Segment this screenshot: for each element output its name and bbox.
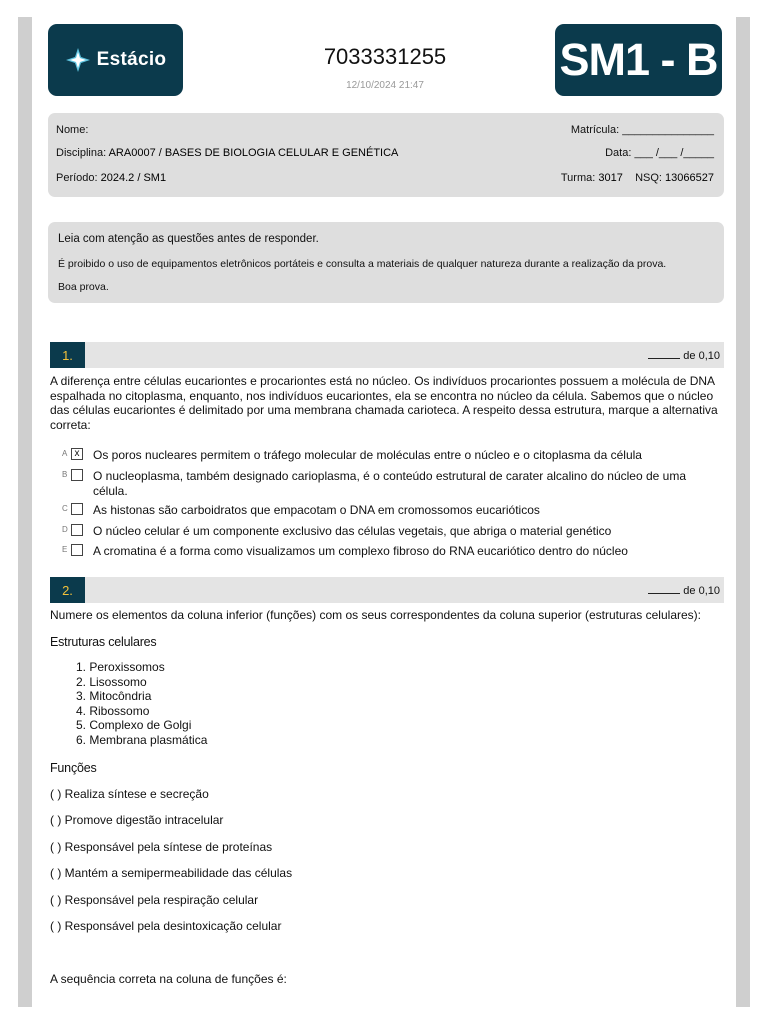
matricula-field: [571, 124, 714, 136]
data-label: Data:: [605, 147, 632, 159]
nsq-value: 13066527: [665, 172, 714, 184]
exam-code-badge: SM1 - B: [555, 24, 722, 96]
disciplina-field: [56, 147, 398, 159]
score-blank: [648, 584, 680, 594]
exam-id: 7033331255: [323, 44, 447, 69]
student-info-panel: [48, 113, 724, 197]
score-value: 0,10: [698, 350, 720, 362]
checkbox-checked[interactable]: x: [71, 448, 83, 460]
instruction-good-luck: Boa prova.: [58, 281, 109, 293]
instructions-panel: [48, 222, 724, 303]
turma-value: 3017: [598, 172, 623, 184]
estacio-logo: [48, 24, 183, 96]
question-1-number: 1.: [50, 342, 85, 368]
nome-label: Nome:: [56, 124, 89, 136]
list-item: 3. Mitocôndria: [76, 689, 152, 704]
option-letter: A: [62, 449, 68, 458]
disciplina-label: Disciplina:: [56, 147, 107, 159]
instruction-read-carefully: Leia com atenção as questões antes de responder.: [58, 233, 319, 245]
list-item: 5. Complexo de Golgi: [76, 718, 192, 733]
list-item: 2. Lisossomo: [76, 674, 147, 689]
data-field: [605, 147, 714, 159]
score-value: 0,10: [698, 585, 720, 597]
list-item: 4. Ribossomo: [76, 703, 150, 718]
matricula-label: Matrícula:: [570, 124, 620, 136]
function-item: ( ) Promove digestão intracelular: [50, 813, 224, 827]
option-letter: E: [62, 545, 68, 554]
checkbox[interactable]: [71, 524, 83, 536]
turma-label: Turma:: [560, 172, 596, 184]
structures-list: [76, 660, 207, 748]
brand-name: Estácio: [96, 49, 167, 70]
question-2-header: [50, 577, 724, 603]
disciplina-value: ARA0007 / BASES DE BIOLOGIA CELULAR E GENÉTICA: [108, 147, 399, 159]
function-item: ( ) Responsável pela desintoxicação celular: [50, 919, 282, 933]
function-item: ( ) Responsável pela respiração celular: [50, 893, 259, 907]
score-blank: [648, 349, 680, 359]
periodo-value: 2024.2 / SM1: [100, 172, 167, 184]
list-item: 6. Membrana plasmática: [76, 732, 208, 747]
nsq-label: NSQ:: [635, 172, 662, 184]
data-blank: ___ /___ /_____: [634, 147, 714, 159]
question-1-header: [50, 342, 724, 368]
functions-heading: Funções: [50, 761, 97, 775]
option-letter: D: [62, 525, 68, 534]
right-margin-bar: [736, 17, 750, 1007]
instruction-prohibited: É proibido o uso de equipamentos eletrônicos portáteis e consulta a materiais de qualquer natureza durante a realização da prova.: [58, 258, 667, 270]
function-item: ( ) Responsável pela síntese de proteínas: [50, 840, 273, 854]
checkbox[interactable]: [71, 544, 83, 556]
score-de: de: [683, 350, 696, 362]
function-item: ( ) Mantém a semipermeabilidade das células: [50, 866, 293, 880]
option-letter: B: [62, 470, 68, 479]
option-text: Os poros nucleares permitem o tráfego molecular de moléculas entre o núcleo e o citoplasma da célula: [93, 448, 642, 462]
function-item: ( ) Realiza síntese e secreção: [50, 787, 209, 801]
periodo-field: [56, 172, 166, 184]
checkbox[interactable]: [71, 503, 83, 515]
left-margin-bar: [18, 17, 32, 1007]
question-1-stem: A diferença entre células eucariontes e procariontes está no núcleo. Os indivíduos procariontes possuem a molécula de DNA espalhada no citoplasma, enquanto, nos indivíduos eucariontes, ela se encontra no núcleo da célula. Sabemos que o núcleo das células eucariontes é delimitado por uma membrana chamada carioteca. A respeito dessa estrutura, marque a alternativa correta:: [50, 374, 718, 432]
estacio-star-icon: [65, 47, 91, 73]
option-letter: C: [62, 504, 68, 513]
exam-timestamp: 12/10/2024 21:47: [346, 80, 424, 91]
question-2-number: 2.: [50, 577, 85, 603]
question-2-score: [648, 584, 720, 597]
score-de: de: [683, 585, 696, 597]
option-text: O núcleo celular é um componente exclusivo das células vegetais, que abriga o material genético: [93, 524, 612, 538]
checkbox[interactable]: [71, 469, 83, 481]
periodo-label: Período:: [56, 172, 98, 184]
option-text: As histonas são carboidratos que empacotam o DNA em cromossomos eucarióticos: [93, 503, 540, 517]
list-item: 1. Peroxissomos: [76, 660, 165, 674]
option-text: O nucleoplasma, também designado carioplasma, é o conteúdo estrutural de carater alcalino do núcleo de uma célula.: [93, 469, 687, 498]
matricula-blank: _______________: [622, 124, 714, 136]
option-text: A cromatina é a forma como visualizamos um complexo fibroso do RNA eucariótico dentro do núcleo: [93, 544, 628, 558]
question-1-score: [648, 349, 720, 362]
sequence-prompt: A sequência correta na coluna de funções é:: [50, 972, 287, 986]
question-2-stem: Numere os elementos da coluna inferior (funções) com os seus correspondentes da coluna superior (estruturas celulares):: [50, 608, 701, 622]
turma-nsq-field: [561, 172, 714, 184]
structures-heading: Estruturas celulares: [50, 635, 157, 649]
